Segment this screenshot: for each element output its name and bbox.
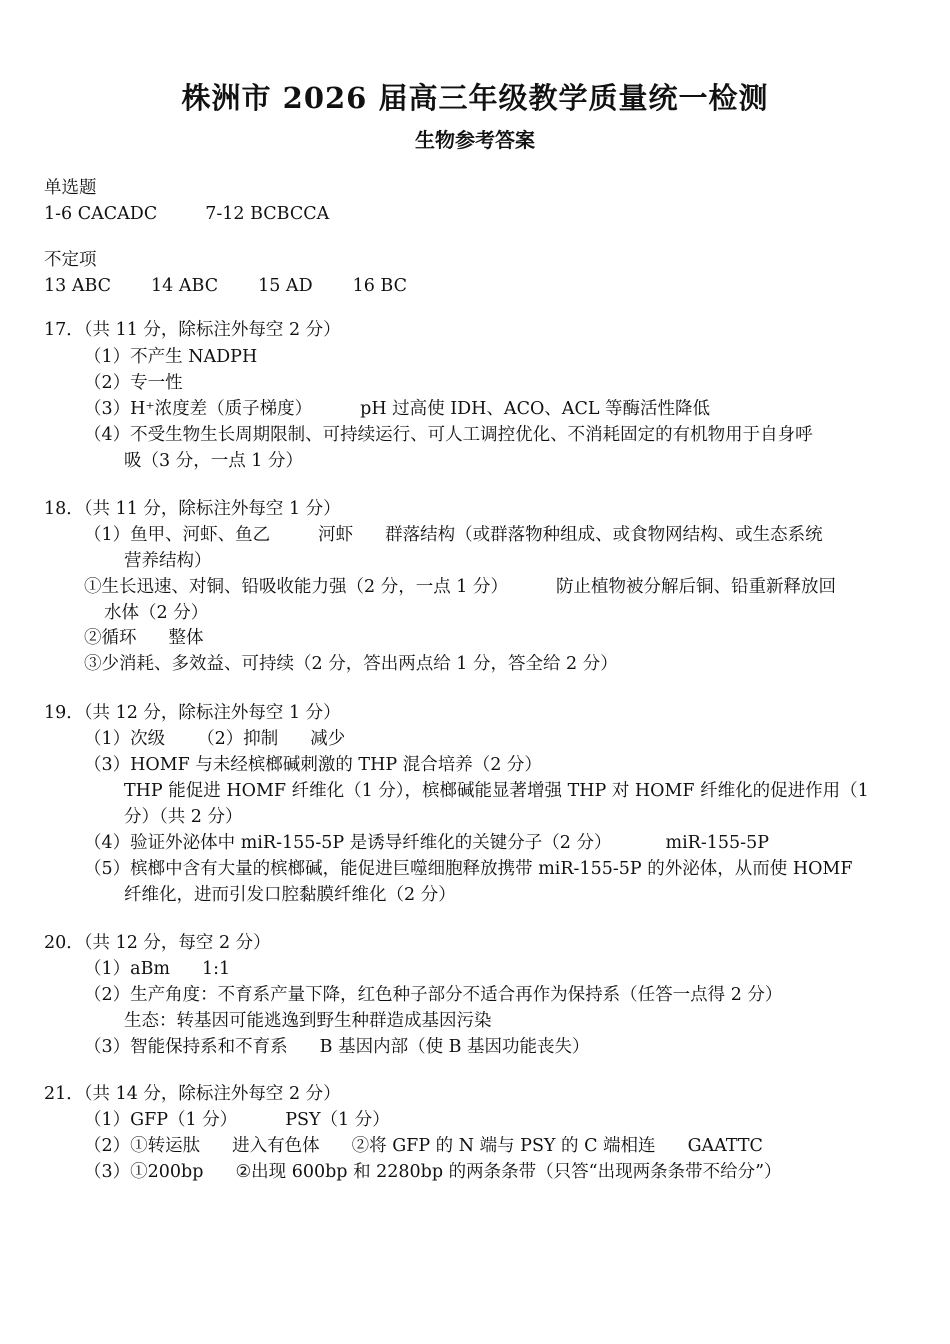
q19-part3-line2: THP 能促进 HOMF 纤维化（1 分），槟榔碱能显著增强 THP 对 HOMF 纤维化的促进作用（1 [124,781,869,801]
q19-part5-cont: 纤维化，进而引发口腔黏膜纤维化（2 分） [124,885,456,905]
q21-part2-answer-c: ②将 GFP 的 N 端与 PSY 的 C 端相连 [351,1136,656,1156]
answer-14: 14 ABC [151,276,219,296]
answer-16: 16 BC [352,276,407,296]
q21-part1 [84,1108,390,1132]
q20-part2: （2）生产角度：不育系产量下降，红色种子部分不适合再作为保持系（任答一点得 2 分） [84,985,783,1005]
q18-item1-answer-a: ①生长迅速、对铜、铅吸收能力强（2 分，一点 1 分） [84,577,508,597]
q18-part1-answer-c: 群落结构（或群落物种组成、或食物网结构、或生态系统 [385,525,823,545]
q18-item1-answer-b: 防止植物被分解后铜、铅重新释放回 [555,577,836,597]
q19-part1-2 [84,727,345,751]
single-choice-answers [44,202,329,226]
q18-part1-answer-b: 河虾 [318,525,354,545]
q20-part1-answer-a: （1）aBm [84,959,171,979]
q21-part2-answer-a: （2）①转运肽 [84,1136,201,1156]
q19-part2-answer-b: 减少 [310,729,346,749]
q21-part2-answer-d: GAATTC [687,1136,763,1156]
page-subtitle: 生物参考答案 [415,128,535,152]
answer-15: 15 AD [258,276,313,296]
q20-heading: 20．（共 12 分，每空 2 分） [44,933,271,953]
answer-7-12: 7-12 BCBCCA [205,204,330,224]
q21-part3-answer-b: ②出现 600bp 和 2280bp 的两条条带（只答“出现两条条带不给分”） [235,1162,782,1182]
q17-part3 [84,397,710,421]
q20-part1 [84,957,230,981]
q20-part3 [84,1035,590,1059]
q17-part1: （1）不产生 NADPH [84,347,258,367]
q19-part1-answer: （1）次级 [84,729,166,749]
q17-part4: （4）不受生物生长周期限制、可持续运行、可人工调控优化、不消耗固定的有机物用于自身呼 [84,425,813,445]
q18-item3: ③少消耗、多效益、可持续（2 分，答出两点给 1 分，答全给 2 分） [84,654,618,674]
q18-item2-answer-a: ②循环 [84,628,137,648]
q19-part4-answer-a: （4）验证外泌体中 miR-155-5P 是诱导纤维化的关键分子（2 分） [84,833,612,853]
q20-part1-answer-b: 1:1 [202,959,231,979]
q17-heading: 17．（共 11 分，除标注外每空 2 分） [44,320,341,340]
q19-part4-answer-b: miR-155-5P [665,833,769,853]
multi-choice-heading: 不定项 [44,250,97,270]
q19-part5: （5）槟榔中含有大量的槟榔碱，能促进巨噬细胞释放携带 miR-155-5P 的外泌体，从而使 HOMF [84,859,853,879]
q21-part1-answer-a: （1）GFP（1 分） [84,1110,238,1130]
q21-part3-answer-a: （3）①200bp [84,1162,204,1182]
q19-part3: （3）HOMF 与未经槟榔碱刺激的 THP 混合培养（2 分） [84,755,542,775]
single-choice-heading: 单选题 [44,178,97,198]
q18-heading: 18．（共 11 分，除标注外每空 1 分） [44,499,341,519]
q19-part3-line3: 分）（共 2 分） [124,807,243,827]
q17-part3-answer-b: pH 过高使 IDH、ACO、ACL 等酶活性降低 [360,399,711,419]
q21-part2 [84,1134,763,1158]
q18-item1-cont: 水体（2 分） [104,603,209,623]
q19-heading: 19．（共 12 分，除标注外每空 1 分） [44,703,341,723]
q20-part3-answer-b: B 基因内部（使 B 基因功能丧失） [319,1037,590,1057]
q19-part2-answer-a: （2）抑制 [197,729,279,749]
q20-part3-answer-a: （3）智能保持系和不育系 [84,1037,288,1057]
q17-part3-answer-a: （3）H⁺浓度差（质子梯度） [84,399,313,419]
q18-part1 [84,523,823,547]
multi-choice-answers [44,274,407,298]
answer-13: 13 ABC [44,276,112,296]
q21-heading: 21．（共 14 分，除标注外每空 2 分） [44,1084,341,1104]
q21-part3 [84,1160,782,1184]
q18-item1 [84,575,836,599]
q18-part1-answer-a: （1）鱼甲、河虾、鱼乙 [84,525,271,545]
q17-part2: （2）专一性 [84,373,183,393]
q21-part1-answer-b: PSY（1 分） [285,1110,390,1130]
q18-item2-answer-b: 整体 [168,628,204,648]
q19-part4 [84,831,769,855]
q21-part2-answer-b: 进入有色体 [232,1136,320,1156]
q18-part1-cont: 营养结构） [124,551,212,571]
q18-item2 [84,626,204,650]
q17-part4-cont: 吸（3 分，一点 1 分） [124,451,303,471]
answer-1-6: 1-6 CACADC [44,204,158,224]
q20-part2-cont: 生态：转基因可能逃逸到野生种群造成基因污染 [124,1011,492,1031]
page-title: 株洲市 2026 届高三年级教学质量统一检测 [181,81,769,115]
